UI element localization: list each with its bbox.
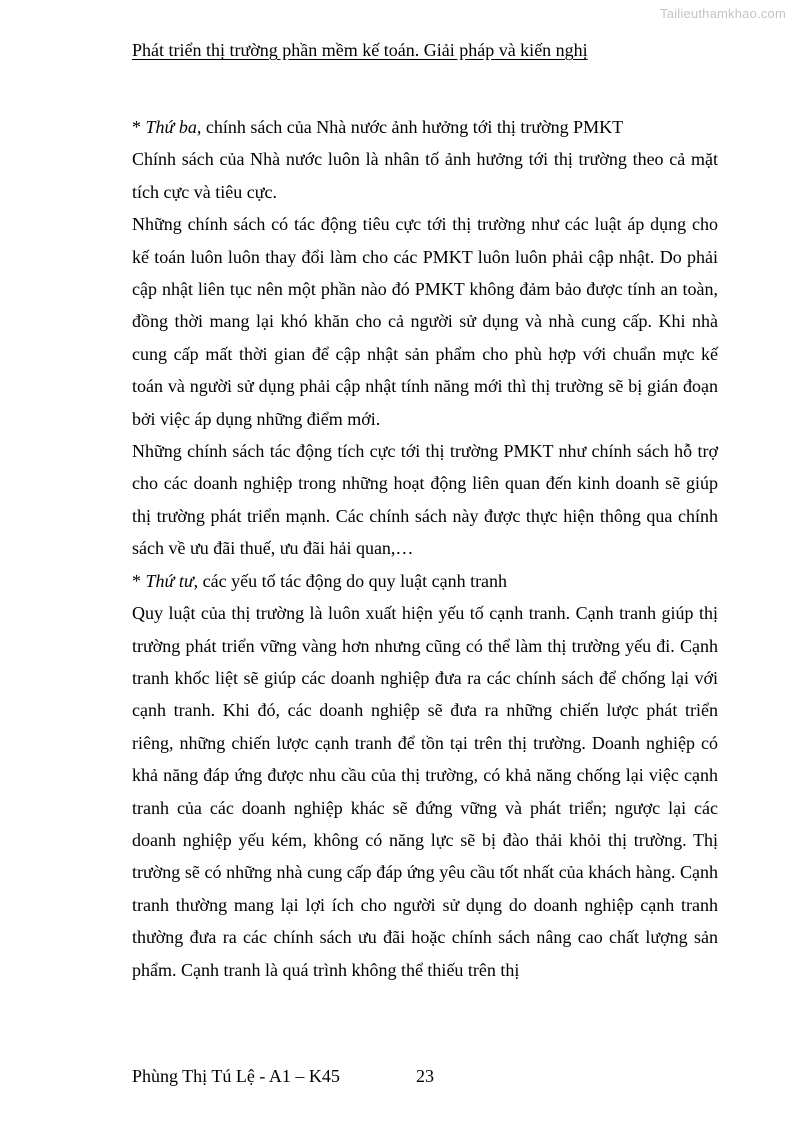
paragraph: Những chính sách có tác động tiêu cực tới thị trường như các luật áp dụng cho kế toán luôn luôn thay đổi làm cho các PMKT luôn luôn phải cập nhật. Do phải cập nhật liên tục nên một phần nào đó PMKT không đảm bảo được tính an toàn, đồng thời mang lại khó khăn cho cả người sử dụng và nhà cung cấp. Khi nhà cung cấp mất thời gian để cập nhật sản phẩm cho phù hợp với chuẩn mực kế toán và người sử dụng phải cập nhật tính năng mới thì thị trường sẽ bị gián đoạn bởi việc áp dụng những điểm mới.	[132, 214, 718, 429]
page-number: 23	[416, 1066, 434, 1086]
paragraph: Những chính sách tác động tích cực tới thị trường PMKT như chính sách hỗ trợ cho các doanh nghiệp trong những hoạt động liên quan đến kinh doanh sẽ giúp thị trường phát triển mạnh. Các chính sách này được thực hiện thông qua chính sách về ưu đãi thuế, ưu đãi hải quan,…	[132, 441, 718, 559]
section-heading-emphasis: Thứ ba	[145, 117, 197, 137]
document-body	[132, 111, 718, 986]
footer-author: Phùng Thị Tú Lệ - A1 – K45	[132, 1066, 340, 1086]
page-footer	[132, 1064, 434, 1088]
section-heading-third: * Thứ ba, chính sách của Nhà nước ảnh hưởng tới thị trường PMKT	[132, 117, 624, 137]
section-heading-emphasis: Thứ tư	[145, 570, 194, 591]
paragraph: Quy luật của thị trường là luôn xuất hiện yếu tố cạnh tranh. Cạnh tranh giúp thị trường phát triển vững vàng hơn nhưng cũng có thể làm thị trường yếu đi. Cạnh tranh khốc liệt sẽ giúp các doanh nghiệp đưa ra các chính sách để chống lại với cạnh tranh. Khi đó, các doanh nghiệp sẽ đưa ra những chiến lược phát triển riêng, những chiến lược cạnh tranh để tồn tại trên thị trường. Doanh nghiệp có khả năng đáp ứng được nhu cầu của thị trường, có khả năng chống lại việc cạnh tranh của các doanh nghiệp khác sẽ đứng vững và phát triển; ngược lại các doanh nghiệp yếu kém, không có năng lực sẽ bị đào thải khỏi thị trường. Thị trường sẽ có những nhà cung cấp đáp ứng yêu cầu tốt nhất của khách hàng. Cạnh tranh thường mang lại lợi ích cho người sử dụng do doanh nghiệp cạnh tranh thường đưa ra các chính sách ưu đãi hoặc chính sách nâng cao chất lượng sản phẩm. Cạnh tranh là quá trình không thể thiếu trên thị	[132, 603, 718, 980]
page-header: Phát triển thị trường phần mềm kế toán. Giải pháp và kiến nghị	[132, 40, 588, 60]
watermark-text: Tailieuthamkhao.com	[660, 6, 786, 21]
section-heading-fourth: * Thứ tư, các yếu tố tác động do quy luật cạnh tranh	[132, 570, 508, 591]
paragraph: Chính sách của Nhà nước luôn là nhân tố ảnh hưởng tới thị trường theo cả mặt tích cực và tiêu cực.	[132, 149, 718, 202]
